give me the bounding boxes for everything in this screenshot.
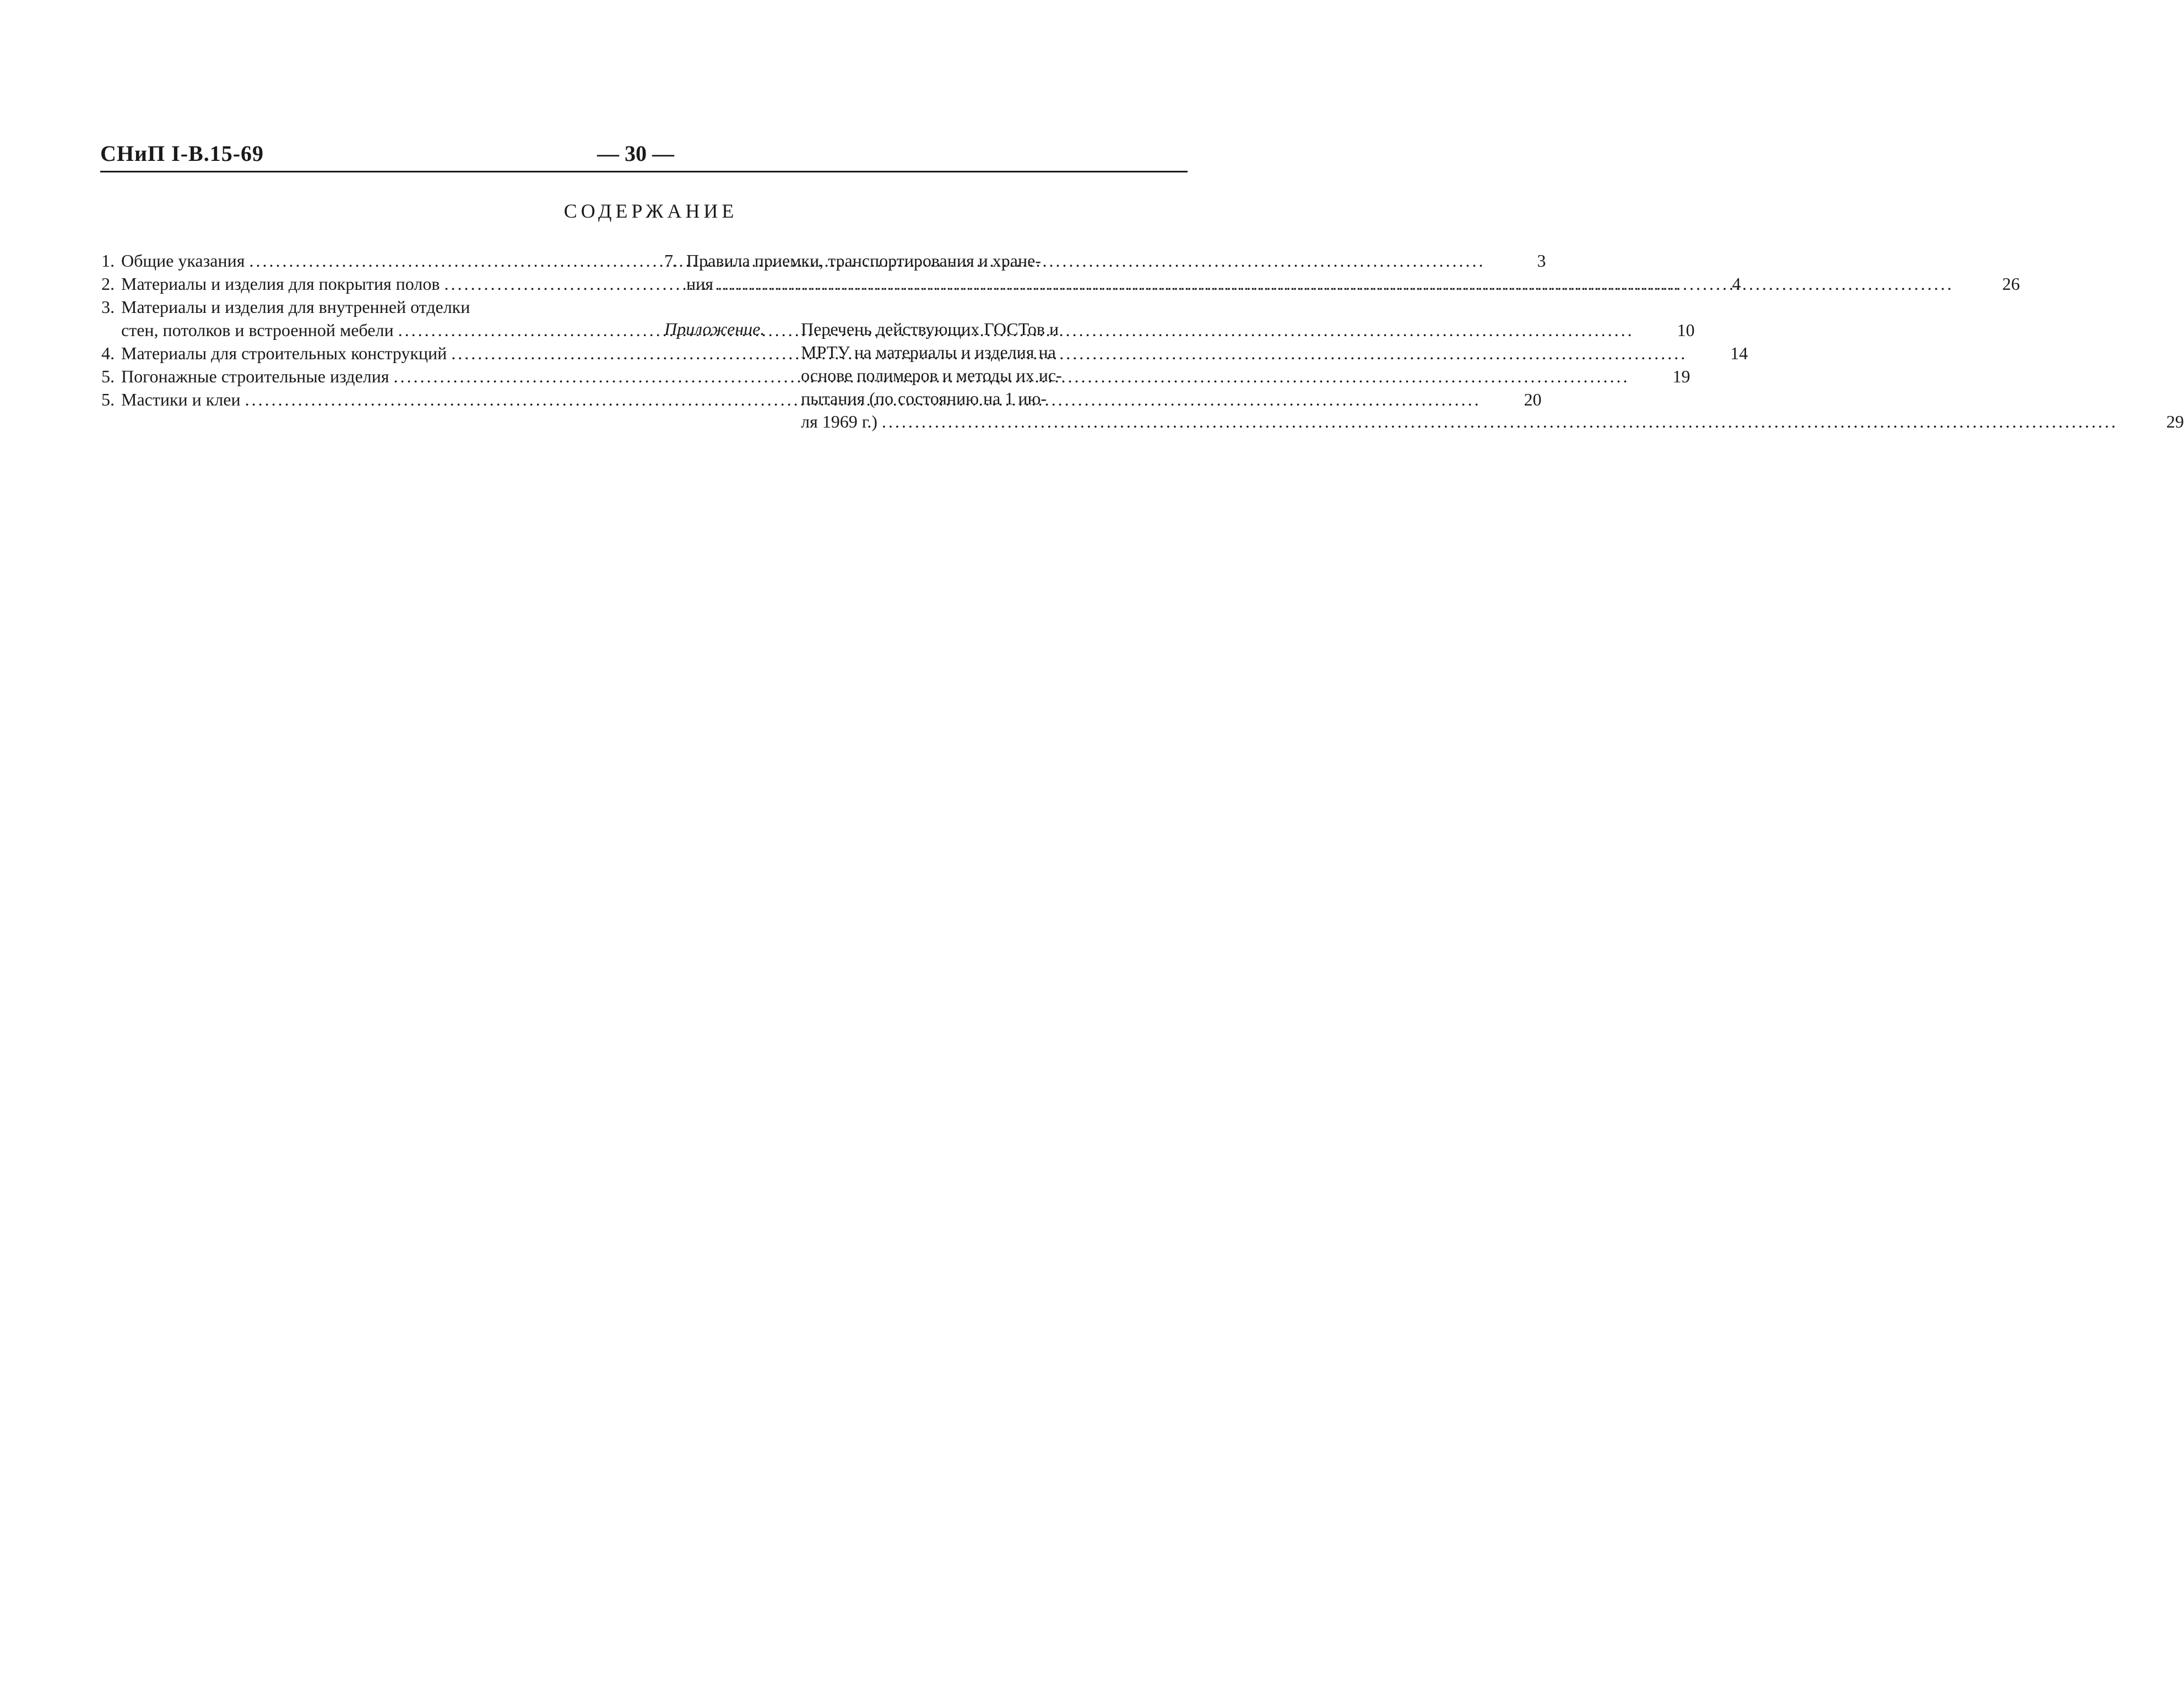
toc-item-title: Погонажные строительные изделия xyxy=(121,366,389,386)
toc-item-page: 10 xyxy=(1677,320,1695,340)
toc-item-7-continued xyxy=(664,272,2020,295)
appendix-page: 29 xyxy=(2166,412,2184,431)
appendix-title-line: пытания (по состоянию на 1 ию- xyxy=(801,388,1047,408)
toc-item-title: Общие указания xyxy=(121,251,245,271)
toc-item-title: Материалы и изделия для покрытия полов xyxy=(121,274,440,294)
appendix-label: Приложение. xyxy=(664,319,765,339)
toc-item-number: 1. xyxy=(101,251,115,271)
toc-item-number: 4. xyxy=(101,343,115,363)
appendix-title-line: МРТУ на материалы и изделия на xyxy=(801,342,1056,362)
toc-item-page: 19 xyxy=(1672,366,1690,386)
appendix-title-line: основе полимеров и методы их ис- xyxy=(801,365,1062,385)
page-title: СОДЕРЖАНИЕ xyxy=(563,200,738,222)
appendix-title-line: ля 1969 г.) xyxy=(801,412,877,431)
page-number: — 30 — xyxy=(597,141,674,166)
toc-item-title-continued: ния xyxy=(686,274,713,294)
toc-item-title-continued: стен, потолков и встроенной мебели xyxy=(121,320,394,340)
toc-item-page: 4 xyxy=(1732,274,1741,294)
toc-item-title: Материалы для строительных конструкций xyxy=(121,343,447,363)
leader-dots xyxy=(877,410,2118,433)
toc-item-page: 3 xyxy=(1537,251,1546,271)
header-divider xyxy=(100,171,1188,172)
toc-item-number: 3. xyxy=(101,297,115,317)
toc-item-number: 5. xyxy=(101,390,115,409)
toc-item-number: 5. xyxy=(101,366,115,386)
toc-item-title: Материалы и изделия для внутренней отделки xyxy=(121,297,470,317)
appendix-title-line: Перечень действующих ГОСТов и xyxy=(801,319,1059,339)
toc-item-title: Мастики и клеи xyxy=(121,390,241,409)
toc-item-page: 26 xyxy=(2002,274,2020,294)
toc-item-3 xyxy=(101,295,636,318)
toc-item-title: Правила приемки, транспортирования и хране- xyxy=(686,251,1041,271)
toc-item-page: 14 xyxy=(1730,343,1748,363)
toc-item-7 xyxy=(664,249,1193,272)
document-code: СНиП I-В.15-69 xyxy=(100,141,264,166)
leader-dots xyxy=(713,272,1954,295)
toc-item-page: 20 xyxy=(1524,390,1542,409)
toc-item-number: 2. xyxy=(101,274,115,294)
toc-item-number: 7. xyxy=(664,251,678,271)
